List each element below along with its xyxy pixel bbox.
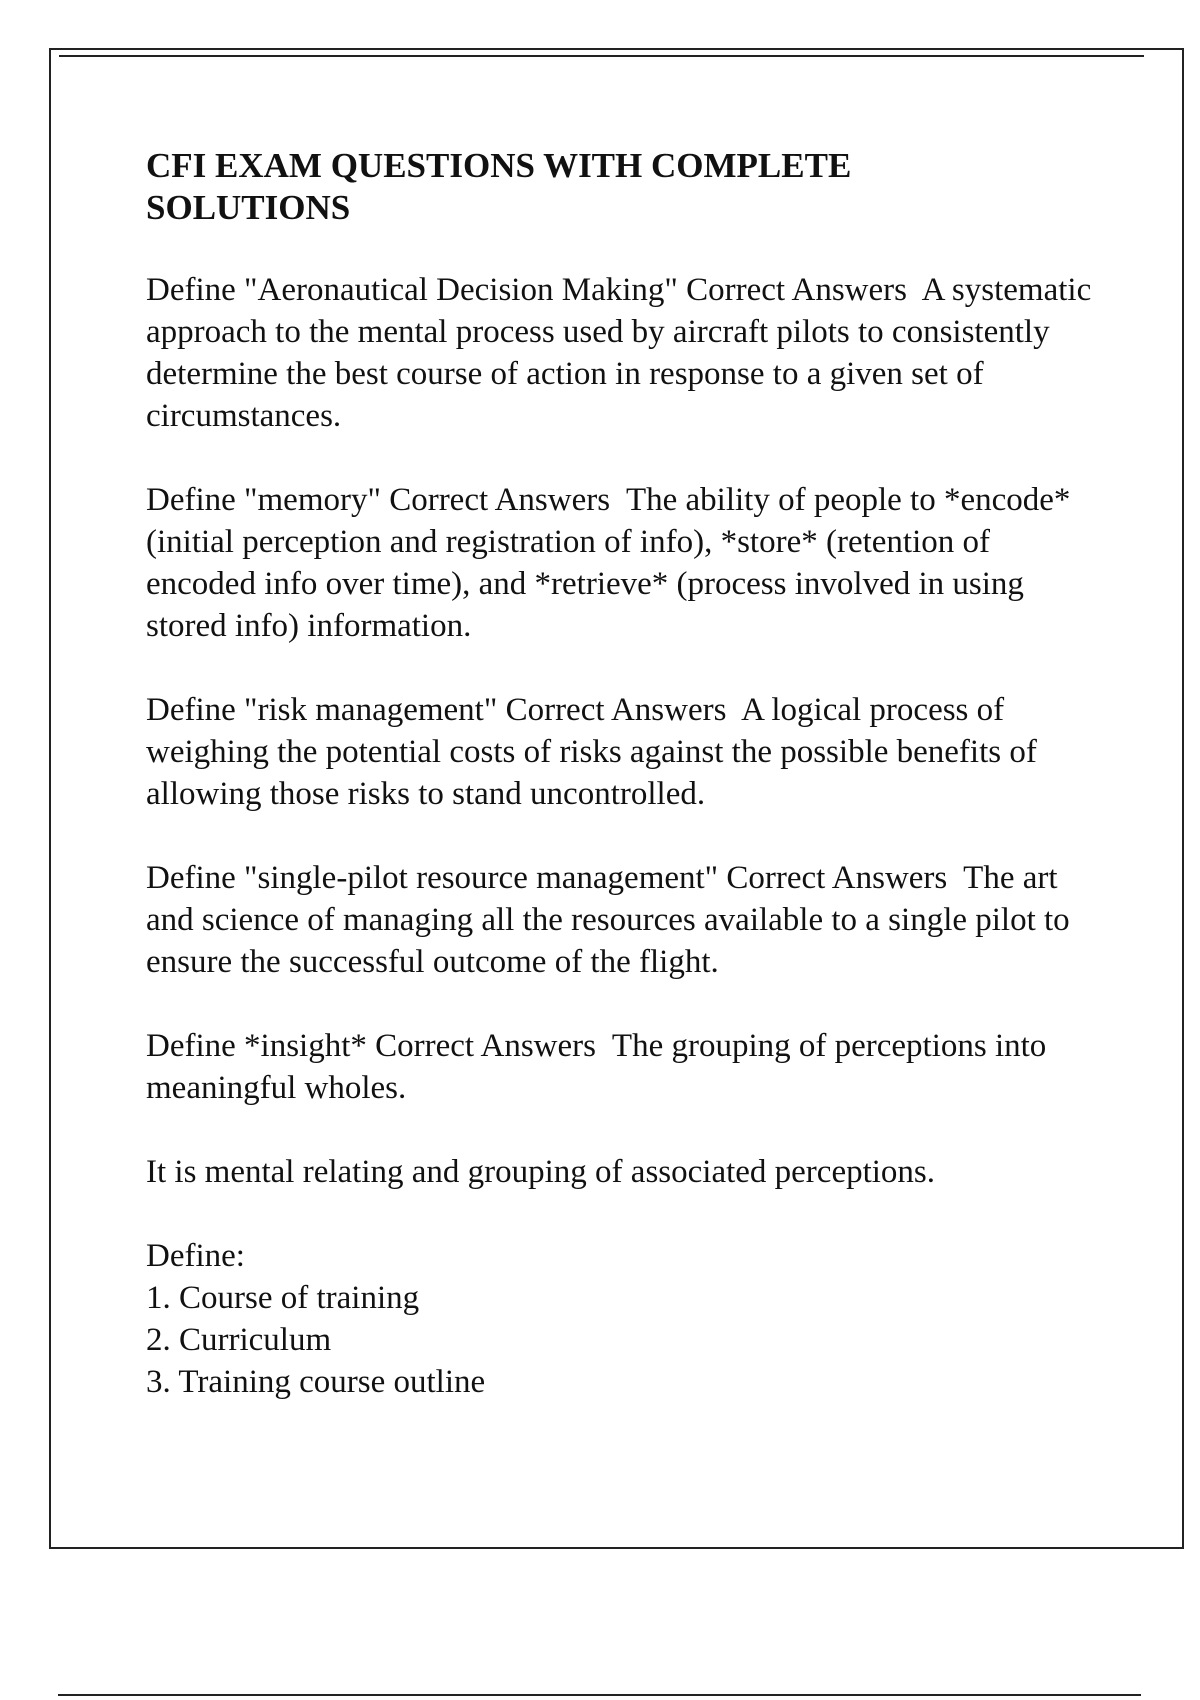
- question-text: Define *insight* Correct Answers: [146, 1028, 596, 1064]
- qa-entry: [146, 1025, 1096, 1109]
- answer-text: A logical process of weighing the potential costs of risks against the possible benefits of allowing those risks to stand uncontrolled.: [146, 692, 1037, 812]
- define-list-item: 1. Course of training: [146, 1280, 420, 1316]
- answer-text: A systematic approach to the mental process used by aircraft pilots to consistently determine the best course of action in response to a given set of circumstances.: [146, 272, 1092, 434]
- qa-entry: [146, 269, 1096, 437]
- document-title: CFI EXAM QUESTIONS WITH COMPLETE SOLUTIONS: [146, 146, 852, 227]
- question-text: Define "risk management" Correct Answers: [146, 692, 727, 728]
- answer-text: The grouping of perceptions into meaningful wholes.: [146, 1028, 1047, 1106]
- answer-text: The ability of people to *encode* (initial perception and registration of info), *store* (retention of encoded info over time), and *retrieve* (process involved in using stored info) information.: [146, 482, 1071, 644]
- question-text: Define "memory" Correct Answers: [146, 482, 611, 518]
- define-list-heading: Define:: [146, 1238, 245, 1274]
- header-rule: [59, 55, 1144, 57]
- qa-entry: [146, 857, 1096, 983]
- question-text: Define "single-pilot resource management" Correct Answers: [146, 860, 948, 896]
- qa-entry: [146, 689, 1096, 815]
- define-list-item: 2. Curriculum: [146, 1322, 332, 1358]
- qa-entry: [146, 479, 1096, 647]
- question-text: Define "Aeronautical Decision Making" Correct Answers: [146, 272, 907, 308]
- document-body: [146, 145, 1096, 1403]
- define-list: [146, 1235, 1096, 1403]
- footer-rule: [58, 1694, 1141, 1696]
- extra-paragraph: It is mental relating and grouping of associated perceptions.: [146, 1154, 936, 1190]
- define-list-item: 3. Training course outline: [146, 1364, 486, 1400]
- answer-text: The art and science of managing all the resources available to a single pilot to ensure the successful outcome of the flight.: [146, 860, 1070, 980]
